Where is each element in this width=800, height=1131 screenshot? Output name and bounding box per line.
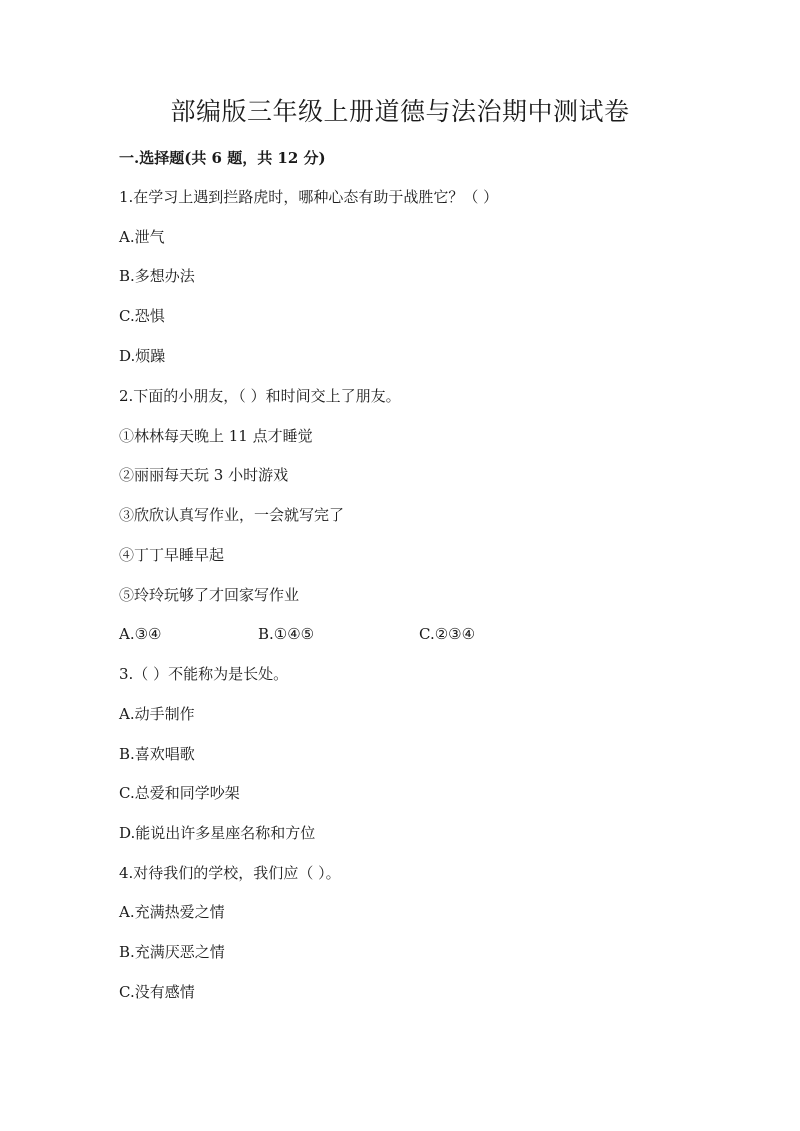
page-title: 部编版三年级上册道德与法治期中测试卷 (170, 97, 630, 126)
question-1-option-b: B.多想办法 (119, 267, 195, 285)
question-3-option-a: A.动手制作 (119, 705, 195, 723)
question-2-option-b: B.①④⑤ (258, 625, 315, 643)
question-1-option-c: C.恐惧 (119, 307, 165, 325)
question-2-option-c: C.②③④ (419, 625, 476, 643)
question-2-item-5: ⑤玲玲玩够了才回家写作业 (119, 586, 300, 604)
question-1-option-a: A.泄气 (119, 228, 165, 246)
question-2-item-4: ④丁丁早睡早起 (119, 546, 225, 564)
question-2-option-a: A.③④ (119, 625, 162, 643)
section-heading: 一.选择题(共 6 题，共 12 分) (119, 149, 326, 167)
question-2-item-2: ②丽丽每天玩 3 小时游戏 (119, 466, 289, 484)
question-2-item-1: ①林林每天晚上 11 点才睡觉 (119, 427, 313, 445)
question-3-stem: 3.（ ）不能称为是长处。 (119, 665, 289, 683)
question-2-item-3: ③欣欣认真写作业，一会就写完了 (119, 506, 345, 524)
question-4-option-a: A.充满热爱之情 (119, 903, 225, 921)
question-4-stem: 4.对待我们的学校，我们应（ ）。 (119, 864, 341, 882)
question-3-option-b: B.喜欢唱歌 (119, 745, 195, 763)
question-3-option-c: C.总爱和同学吵架 (119, 784, 240, 802)
question-2-stem: 2.下面的小朋友，（ ）和时间交上了朋友。 (119, 387, 401, 405)
question-4-option-b: B.充满厌恶之情 (119, 943, 225, 961)
question-1-option-d: D.烦躁 (119, 347, 166, 365)
question-4-option-c: C.没有感情 (119, 983, 195, 1001)
question-3-option-d: D.能说出许多星座名称和方位 (119, 824, 316, 842)
question-1-stem: 1.在学习上遇到拦路虎时，哪种心态有助于战胜它？（ ） (119, 188, 499, 206)
